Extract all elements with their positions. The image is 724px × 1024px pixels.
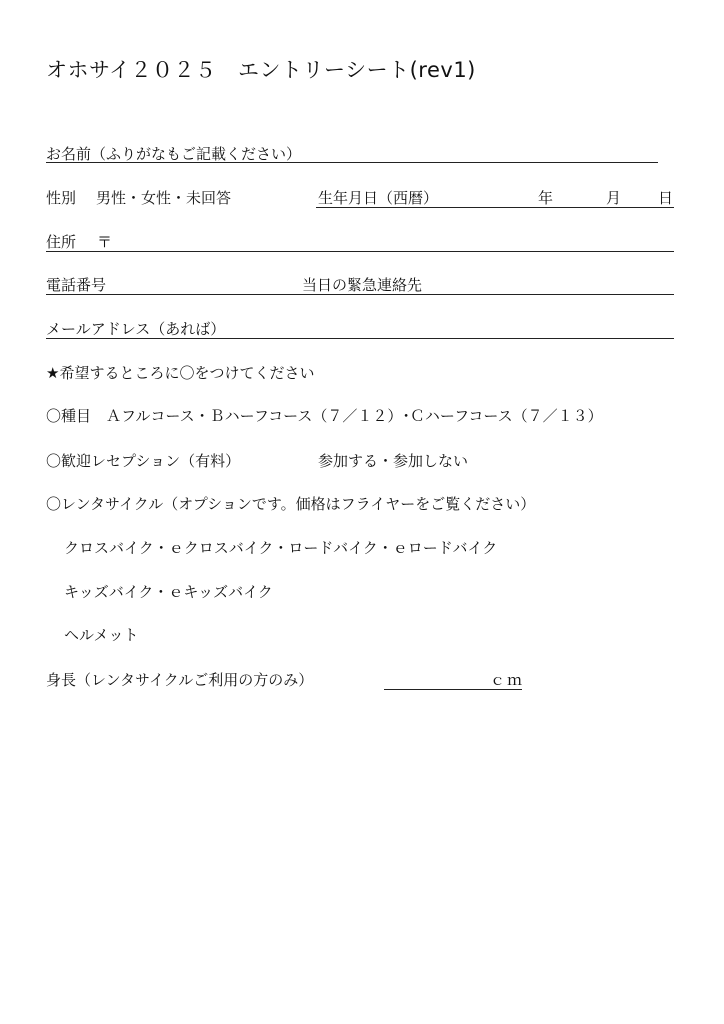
page-title: オホサイ２０２５ エントリーシート(rev1) [46,58,476,82]
email-underline[interactable] [46,338,674,339]
birth-month-label: 月 [606,189,622,207]
birth-day-label: 日 [658,189,674,207]
gender-label: 性別 [46,189,77,207]
rental-label: 〇レンタサイクル（オプションです。価格はフライヤーをご覧ください） [46,495,536,513]
course-options[interactable]: 〇種目 Ａフルコース・Ｂハーフコース（７／１２）･Ｃハーフコース（７／１３） [46,407,603,425]
rental-bike-options[interactable]: クロスバイク・ｅクロスバイク・ロードバイク・ｅロードバイク [64,539,498,557]
gender-options[interactable]: 男性・女性・未回答 [96,189,232,207]
birthdate-label: 生年月日（西暦） [318,189,439,207]
phone-label: 電話番号 [46,276,107,294]
instruction-text: ★希望するところに〇をつけてください [46,364,315,382]
height-label: 身長（レンタサイクルご利用の方のみ） [46,671,314,689]
address-underline[interactable] [46,251,674,252]
height-underline[interactable] [384,689,522,690]
email-label: メールアドレス（あれば） [46,320,226,338]
reception-choices[interactable]: 参加する・参加しない [318,452,469,470]
phone-underline[interactable] [46,294,674,295]
reception-label: 〇歓迎レセプション（有料） [46,452,241,470]
address-label: 住所 [46,233,77,251]
birthdate-underline[interactable] [316,207,674,208]
postal-mark: 〒 [97,233,113,251]
height-unit: ｃｍ [490,671,525,689]
name-underline[interactable] [46,162,658,163]
rental-kids-options[interactable]: キッズバイク・ｅキッズバイク [64,583,273,601]
rental-helmet-option[interactable]: ヘルメット [64,626,139,644]
birth-year-label: 年 [538,189,554,207]
name-label: お名前（ふりがなもご記載ください） [46,145,302,163]
emergency-contact-label: 当日の緊急連絡先 [302,276,423,294]
